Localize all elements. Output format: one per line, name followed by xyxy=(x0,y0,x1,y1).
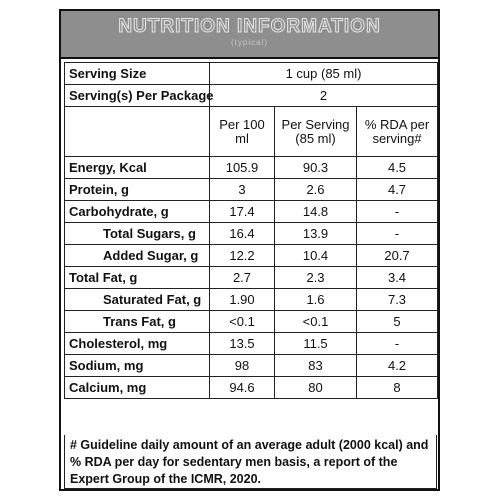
per-100ml-value: 98 xyxy=(210,355,275,377)
nutrition-table xyxy=(64,62,438,399)
nutrition-panel xyxy=(59,9,440,491)
column-header-rda: % RDA per serving# xyxy=(357,107,438,157)
nutrient-label: Total Fat, g xyxy=(65,267,210,289)
table-row xyxy=(65,377,438,399)
per-serving-value: 13.9 xyxy=(275,223,357,245)
per-serving-value: 2.6 xyxy=(275,179,357,201)
per-100ml-value: 94.6 xyxy=(210,377,275,399)
per-serving-value: 1.6 xyxy=(275,289,357,311)
nutrient-label: Protein, g xyxy=(65,179,210,201)
table-row xyxy=(65,267,438,289)
rda-value: 4.7 xyxy=(357,179,438,201)
serving-size-row xyxy=(65,63,438,85)
column-header-per-serving: Per Serving (85 ml) xyxy=(275,107,357,157)
table-row xyxy=(65,245,438,267)
table-row xyxy=(65,223,438,245)
per-100ml-value: 16.4 xyxy=(210,223,275,245)
per-100ml-value: 12.2 xyxy=(210,245,275,267)
per-100ml-value: 17.4 xyxy=(210,201,275,223)
table-row xyxy=(65,333,438,355)
table-row xyxy=(65,289,438,311)
servings-per-package-value: 2 xyxy=(210,85,438,107)
rda-value: 4.2 xyxy=(357,355,438,377)
rda-value: 20.7 xyxy=(357,245,438,267)
rda-value: 8 xyxy=(357,377,438,399)
serving-size-label: Serving Size xyxy=(65,63,210,85)
servings-per-package-label: Serving(s) Per Package xyxy=(65,85,210,107)
rda-value: - xyxy=(357,333,438,355)
nutrient-label: Added Sugar, g xyxy=(65,245,210,267)
column-header-per-100ml: Per 100 ml xyxy=(210,107,275,157)
serving-size-value: 1 cup (85 ml) xyxy=(210,63,438,85)
per-100ml-value: 13.5 xyxy=(210,333,275,355)
nutrient-label: Saturated Fat, g xyxy=(65,289,210,311)
table-row xyxy=(65,179,438,201)
table-row xyxy=(65,201,438,223)
per-serving-value: 90.3 xyxy=(275,157,357,179)
table-row xyxy=(65,311,438,333)
rda-value: 7.3 xyxy=(357,289,438,311)
header-empty-cell xyxy=(65,107,210,157)
per-serving-value: <0.1 xyxy=(275,311,357,333)
nutrient-label: Trans Fat, g xyxy=(65,311,210,333)
rda-value: 3.4 xyxy=(357,267,438,289)
nutrient-label: Energy, Kcal xyxy=(65,157,210,179)
table-row xyxy=(65,355,438,377)
rda-value: - xyxy=(357,223,438,245)
per-100ml-value: 3 xyxy=(210,179,275,201)
per-serving-value: 14.8 xyxy=(275,201,357,223)
nutrient-label: Cholesterol, mg xyxy=(65,333,210,355)
panel-header xyxy=(61,11,438,59)
nutrient-label: Calcium, mg xyxy=(65,377,210,399)
nutrient-label: Total Sugars, g xyxy=(65,223,210,245)
table-row xyxy=(65,157,438,179)
rda-value: 5 xyxy=(357,311,438,333)
servings-per-package-row xyxy=(65,85,438,107)
panel-title: NUTRITION INFORMATION xyxy=(118,16,381,37)
per-100ml-value: 1.90 xyxy=(210,289,275,311)
rda-value: 4.5 xyxy=(357,157,438,179)
per-100ml-value: 2.7 xyxy=(210,267,275,289)
per-serving-value: 11.5 xyxy=(275,333,357,355)
per-100ml-value: <0.1 xyxy=(210,311,275,333)
per-serving-value: 2.3 xyxy=(275,267,357,289)
per-serving-value: 83 xyxy=(275,355,357,377)
column-header-row xyxy=(65,107,438,157)
per-100ml-value: 105.9 xyxy=(210,157,275,179)
per-serving-value: 10.4 xyxy=(275,245,357,267)
nutrient-label: Carbohydrate, g xyxy=(65,201,210,223)
rda-value: - xyxy=(357,201,438,223)
nutrient-label: Sodium, mg xyxy=(65,355,210,377)
panel-subtitle: (typical) xyxy=(230,38,268,47)
per-serving-value: 80 xyxy=(275,377,357,399)
footnote: # Guideline daily amount of an average adult (2000 kcal) and % RDA per day for sedentary men basis, a report of the Expert Group of the ICMR, 2020. xyxy=(64,435,437,489)
